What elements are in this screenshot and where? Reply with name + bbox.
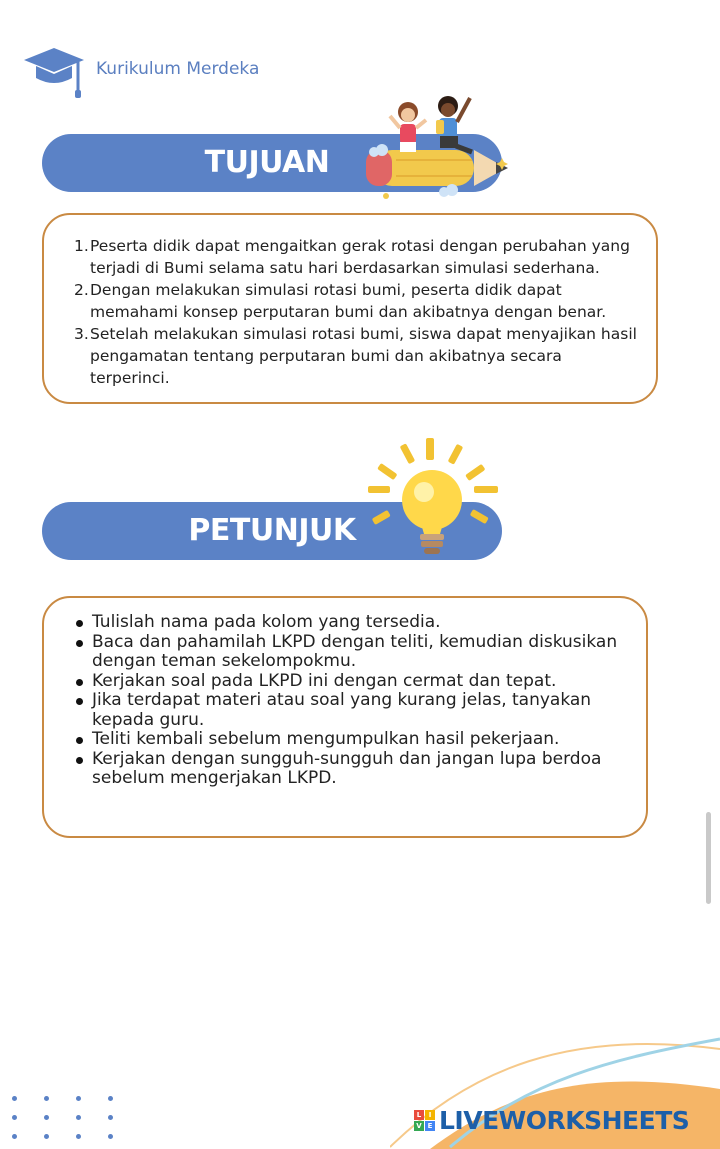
liveworksheets-logo-icon: L I V E — [414, 1110, 435, 1131]
list-item: Baca dan pahamilah LKPD dengan teliti, kemudian diskusikan dengan teman sekelompokmu. — [74, 633, 626, 672]
header — [22, 44, 259, 100]
list-item: Kerjakan soal pada LKPD ini dengan cermat dan tepat. — [74, 672, 626, 692]
list-item: 2. Dengan melakukan simulasi rotasi bumi, peserta didik dapat memahami konsep perputaran bumi dan akibatnya dengan benar. — [74, 281, 607, 321]
graduation-cap-icon — [22, 44, 86, 100]
lightbulb-icon — [364, 436, 504, 566]
petunjuk-box — [42, 596, 648, 838]
kids-on-pencil-illustration — [356, 88, 516, 208]
list-item: Kerjakan dengan sungguh-sungguh dan jangan lupa berdoa sebelum mengerjakan LKPD. — [74, 750, 626, 789]
list-item: Teliti kembali sebelum mengumpulkan hasil pekerjaan. — [74, 730, 626, 750]
list-item: Tulislah nama pada kolom yang tersedia. — [74, 613, 626, 633]
decorative-dots — [12, 1096, 114, 1139]
list-item: Jika terdapat materi atau soal yang kurang jelas, tanyakan kepada guru. — [74, 691, 626, 730]
tujuan-title: TUJUAN — [204, 145, 330, 180]
brand-label: Kurikulum Merdeka — [96, 59, 260, 79]
petunjuk-title: PETUNJUK — [188, 513, 356, 548]
list-item: 3. Setelah melakukan simulasi rotasi bumi, siswa dapat menyajikan hasil pengamatan tentang perputaran bumi dan akibatnya secara terperinci. — [74, 325, 637, 387]
tujuan-box — [42, 213, 658, 404]
petunjuk-list — [44, 598, 646, 789]
liveworksheets-text: LIVEWORKSHEETS — [439, 1106, 690, 1135]
scrollbar[interactable] — [706, 812, 711, 904]
tujuan-list — [44, 215, 656, 389]
list-item: 1. Peserta didik dapat mengaitkan gerak rotasi dengan perubahan yang terjadi di Bumi selama satu hari berdasarkan simulasi sederhana. — [74, 237, 630, 277]
liveworksheets-watermark — [414, 1106, 689, 1135]
